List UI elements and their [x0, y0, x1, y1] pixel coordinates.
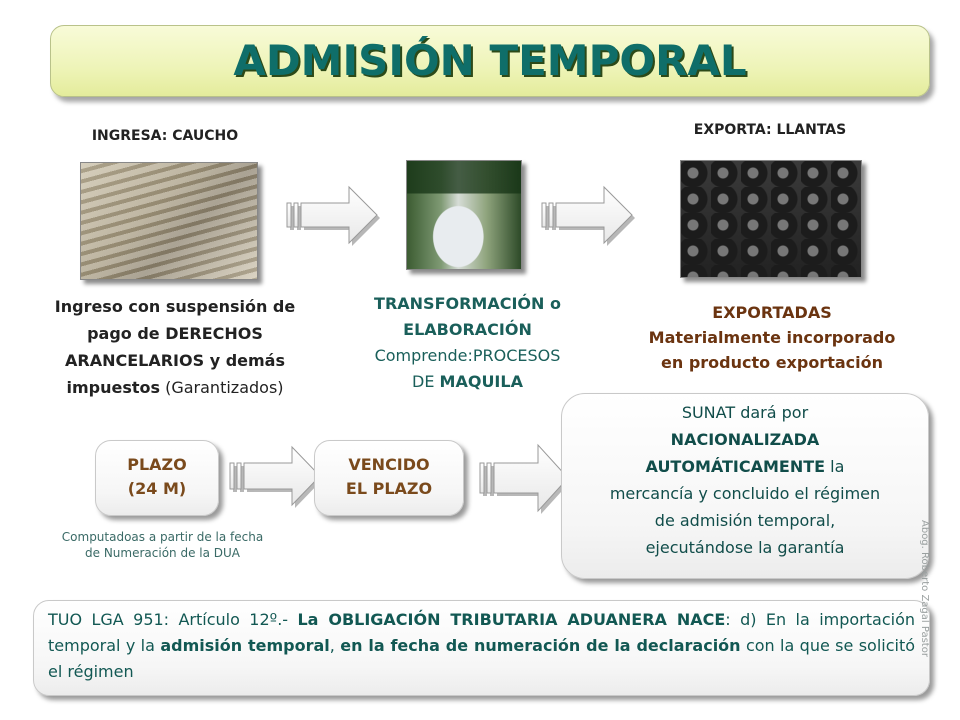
transformacion-pre: DE: [412, 372, 440, 391]
exportadas-line-3: en producto exportación: [661, 353, 883, 372]
transformacion-line-3: Comprende:PROCESOS: [374, 346, 561, 365]
transformacion-line-4: [340, 369, 595, 395]
plazo-box: [95, 440, 219, 516]
transformacion-line-1: TRANSFORMACIÓN o: [374, 294, 561, 313]
plazo-note: [30, 529, 295, 561]
sunat-line-2: NACIONALIZADA: [670, 430, 820, 449]
sunat-rest: la: [825, 457, 845, 476]
law-part-7: con la que se solicitó el régimen: [48, 636, 916, 681]
ingreso-line-4: [20, 374, 330, 401]
plazo-line-2: (24 M): [127, 479, 187, 498]
arrow-right-icon: [285, 183, 385, 249]
plazo-line-1: PLAZO: [127, 455, 187, 474]
transformacion-description: [340, 291, 595, 395]
ingreso-bold: impuestos: [66, 378, 161, 397]
ingreso-line-3: ARANCELARIOS y demás: [65, 351, 285, 370]
sunat-line-3: [562, 453, 928, 480]
note-line-2: de Numeración de la DUA: [85, 546, 240, 560]
exportadas-description: [612, 300, 932, 375]
law-part-4: admisión temporal: [160, 636, 330, 655]
tires-image: [680, 160, 862, 278]
ingreso-rest: (Garantizados): [160, 378, 284, 397]
transformacion-line-2: ELABORACIÓN: [403, 320, 532, 339]
sunat-line-1: SUNAT dará por: [681, 403, 809, 422]
sunat-box: [561, 393, 929, 579]
sunat-bold: AUTOMÁTICAMENTE: [645, 457, 826, 476]
exportadas-line-2: Materialmente incorporado: [648, 328, 896, 347]
law-part-3: : d) En la importación temporal y la: [48, 610, 915, 655]
ingreso-line-2: pago de DERECHOS: [87, 324, 263, 343]
ingresa-label: INGRESA: CAUCHO: [91, 128, 239, 144]
arrow-right-icon: [228, 443, 328, 513]
law-box: [33, 600, 930, 696]
arrow-right-icon: [540, 183, 640, 249]
sunat-line-5: de admisión temporal,: [654, 511, 836, 530]
exportadas-line-1: EXPORTADAS: [712, 303, 832, 322]
sunat-line-6: ejecutándose la garantía: [645, 538, 845, 557]
vencido-box: [314, 440, 464, 516]
sunat-text: [562, 394, 928, 561]
factory-image: [406, 160, 522, 270]
ingreso-line-1: Ingreso con suspensión de: [54, 297, 296, 316]
vencido-line-1: VENCIDO: [348, 455, 430, 474]
ingreso-description: [20, 293, 330, 401]
note-line-1: Computadoas a partir de la fecha: [61, 530, 264, 544]
law-part-6: en la fecha de numeración de la declaración: [340, 636, 741, 655]
law-part-1: TUO LGA 951: Artículo 12º.-: [48, 610, 298, 629]
exporta-label: EXPORTA: LLANTAS: [693, 122, 847, 138]
sunat-line-4: mercancía y concluido el régimen: [609, 484, 881, 503]
vencido-line-2: EL PLAZO: [345, 479, 433, 498]
rubber-image: [80, 162, 258, 280]
law-text: [34, 601, 929, 685]
law-part-5: ,: [329, 636, 341, 655]
page-title: ADMISIÓN TEMPORAL: [233, 36, 747, 85]
maquila-text: MAQUILA: [439, 372, 523, 391]
law-part-2: La OBLIGACIÓN TRIBUTARIA ADUANERA NACE: [297, 610, 726, 629]
author-credit: Abog. Roberto Zagal Pastor: [919, 520, 930, 657]
